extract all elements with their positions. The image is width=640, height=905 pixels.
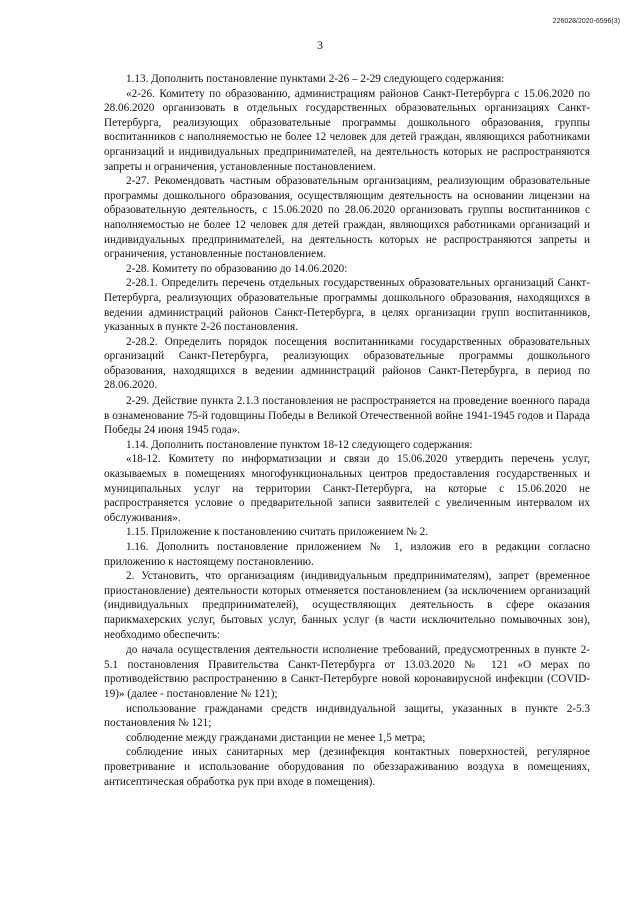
list-item-distance: соблюдение между гражданами дистанции не менее 1,5 метра; (126, 731, 426, 744)
paragraph-1-16: 1.16. Дополнить постановление приложением № 1, изложив его в редакции согласно приложению к настоящему постановлению. (104, 541, 590, 568)
paragraph-1-13: 1.13. Дополнить постановление пунктами 2-26 – 2-29 следующего содержания: (126, 73, 505, 85)
paragraph-1-14: 1.14. Дополнить постановление пунктом 18-12 следующего содержания: (126, 438, 473, 451)
document-number: 226028/2020-6596(3) (552, 18, 620, 25)
document-body (104, 72, 590, 789)
list-item-protection: использование гражданами средств индивидуальной защиты, указанных в пункте 2-5.3 постановления № 121; (104, 702, 590, 730)
paragraph-1-15: 1.15. Приложение к постановлению считать приложением № 2. (126, 526, 428, 539)
paragraph-18-12: «18-12. Комитету по информатизации и связи до 15.06.2020 утвердить перечень услуг, оказываемых в помещениях многофункциональных центров предоставления государственных и муниципальных услуг на территории Санкт-Петербурга, на которые с 15.06.2020 не распространяется условие о предварительной записи заявителей с увеличенным интервалом их обслуживания». (104, 453, 590, 524)
paragraph-2-28: 2-28. Комитету по образованию до 14.06.2020: (126, 262, 348, 275)
list-item-sanitary: соблюдение иных санитарных мер (дезинфекция контактных поверхностей, регулярное проветривание и использование оборудования по обеззараживанию воздуха в помещениях, антисептическая обработка рук при входе в помещения). (104, 746, 590, 788)
paragraph-2-27: 2-27. Рекомендовать частным образовательным организациям, реализующим образовательные программы дошкольного образования, осуществляющим деятельность на основании лицензии на образовательную деятельность, с 15.06.2020 по 28.06.2020 организовать группы воспитанников с наполняемостью не более 12 человек для детей граждан, являющихся работниками организаций и индивидуальных предпринимателей, на деятельность которых не распространяются запреты и ограничения, установленные постановлением. (104, 175, 590, 261)
paragraph-2-29: 2-29. Действие пункта 2.1.3 постановления не распространяется на проведение военного парада в ознаменование 75-й годовщины Победы в Великой Отечественной войне 1941-1945 годов и Парада Победы 24 июня 1945 года». (104, 395, 590, 437)
paragraph-2-26: «2-26. Комитету по образованию, администрациям районов Санкт-Петербурга с 15.06.2020 по 28.06.2020 организовать в отдельных государственных образовательных организациях Санкт-Петербурга, реализующих образовательные программы дошкольного образования, группы воспитанников с наполняемостью не более 12 человек для детей граждан, являющихся работниками организаций и индивидуальных предпринимателей, на деятельность которых не распространяются запреты и ограничения, установленные постановлением. (104, 87, 590, 173)
paragraph-2: 2. Установить, что организациям (индивидуальным предпринимателям), запрет (временное приостановление) деятельности которых отменяется постановлением (за исключением организаций (индивидуальных предпринимателей), осуществляющих деятельность в сфере оказания парикмахерских услуг, бытовых услуг, банных услуг (в части исключительно помывочных зон), необходимо обеспечить: (104, 570, 590, 641)
paragraph-2-28-1: 2-28.1. Определить перечень отдельных государственных образовательных организаций Санкт-Петербурга, реализующих образовательные программы дошкольного образования, находящихся в ведении администраций районов Санкт-Петербурга, в целях организации групп воспитанников, указанных в пункте 2-26 постановления. (104, 277, 590, 334)
paragraph-2-28-2: 2-28.2. Определить порядок посещения воспитанниками государственных образовательных организаций Санкт-Петербурга, реализующих образовательные программы дошкольного образования, находящихся в ведении администраций районов Санкт-Петербурга, в период по 28.06.2020. (104, 335, 590, 392)
page-number: 3 (317, 38, 323, 52)
list-item-requirements: до начала осуществления деятельности исполнение требований, предусмотренных в пункте 2-5.1 постановления Правительства Санкт-Петербурга от 13.03.2020 № 121 «О мерах по противодействию распространению в Санкт-Петербурге новой коронавирусной инфекции (COVID-19)» (далее - постановление № 121); (104, 644, 590, 700)
